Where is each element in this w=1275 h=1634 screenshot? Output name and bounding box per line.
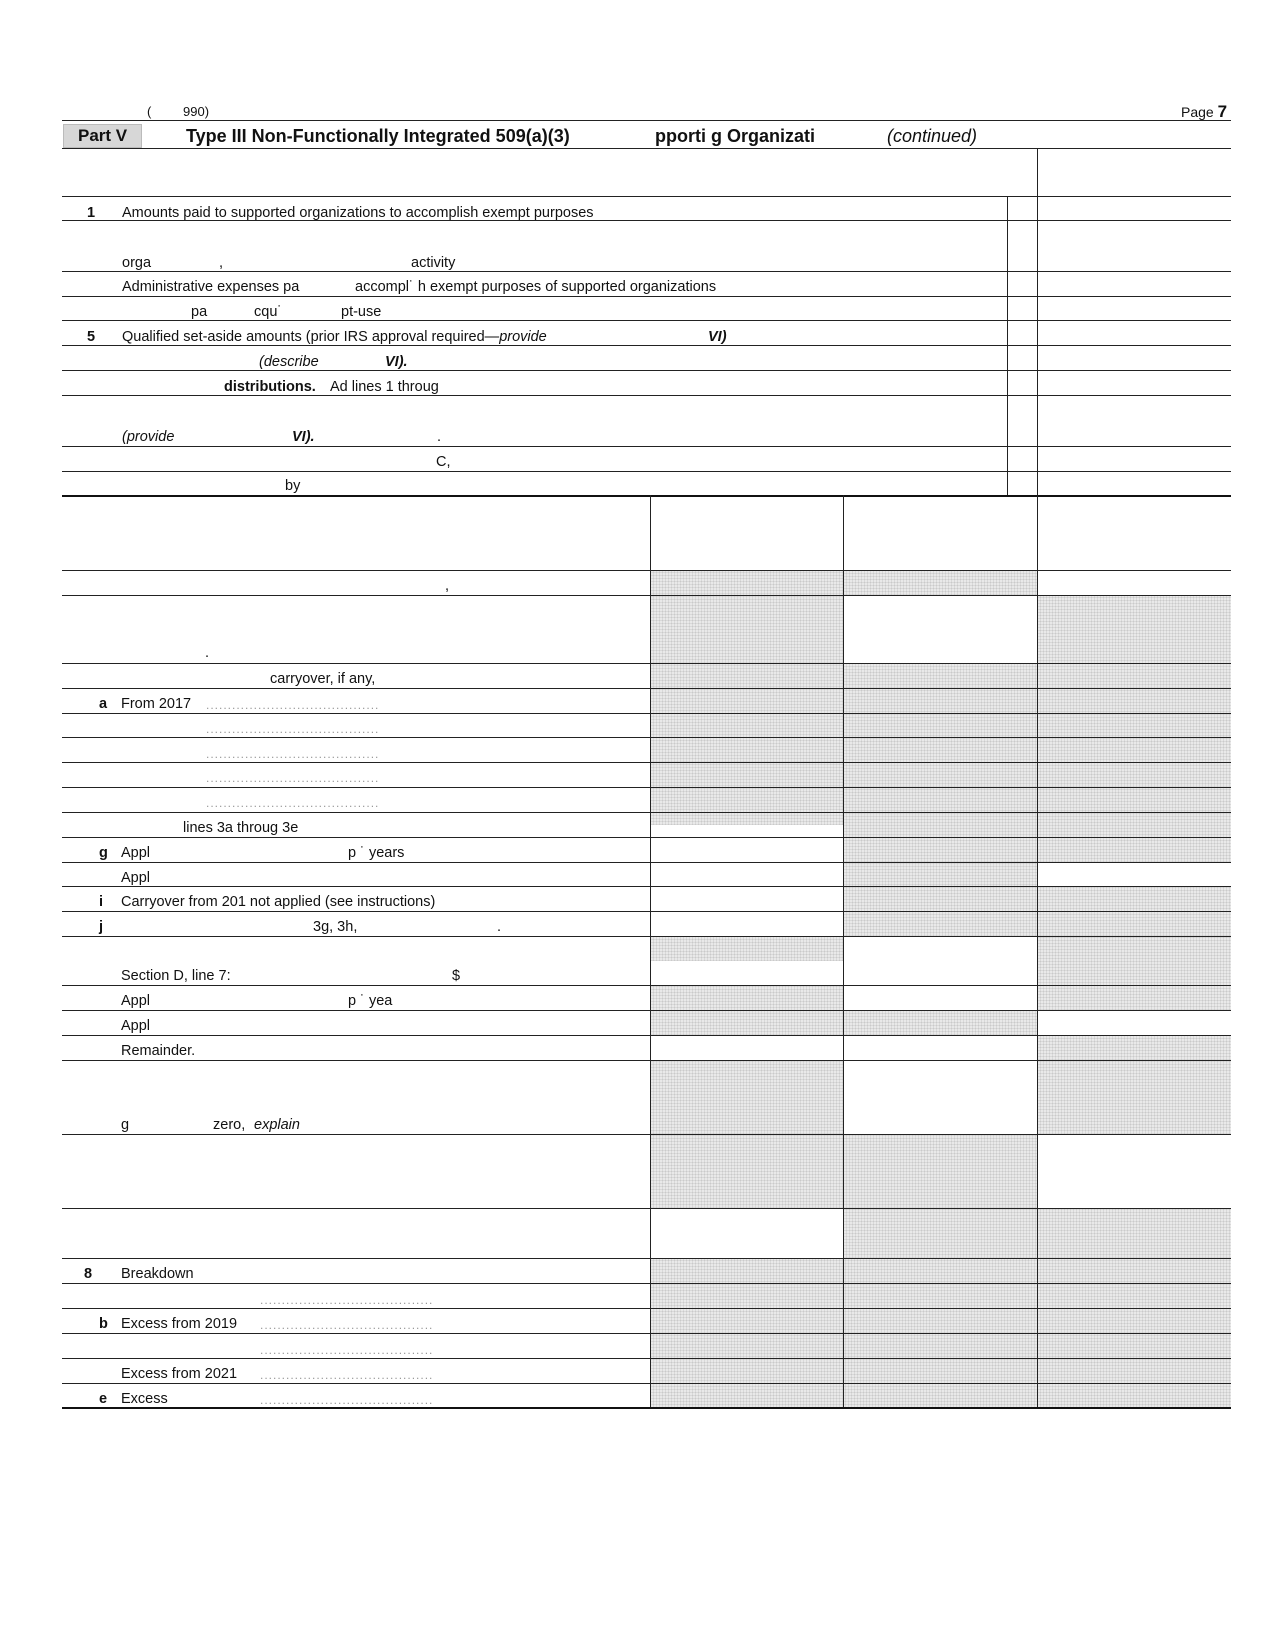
line-7-text-b: Ad lines 1 throug [330,379,439,395]
line-6-text-a: (describe [259,354,319,370]
line-3a-letter: a [99,696,108,712]
line-8-text-a: (provide [122,429,175,445]
line-3i-text: Carryover from 201 not applied (see instructions) [121,894,436,910]
line-4b-text: Appl [121,1018,151,1034]
line-6-text-c: explain [254,1117,300,1133]
line-8-text-c: . [437,429,442,445]
line-4c-text: Remainder. [121,1043,196,1059]
line-2-text-c: activity [411,255,456,271]
line-6-text-b: zero, [213,1117,246,1133]
line-3j-dot: . [497,919,502,935]
line-8-text: Breakdown [121,1266,194,1282]
line-3g-text-b: p ˙ years [348,845,405,861]
line-3a-text: From 2017 [121,696,192,712]
line-8c-leader: ........................................ [260,1343,434,1357]
line-3j-text: 3g, 3h, [313,919,358,935]
line-6-text-a: g [121,1117,130,1133]
form-ref-number: 990) [183,104,210,119]
line-5-text-end: VI) [708,329,727,345]
line-8d-text: Excess from 2021 [121,1366,238,1382]
line-3b-leader: ........................................ [206,722,380,736]
line-3a-leader: ........................................ [206,698,380,712]
line-3h-text: Appl [121,870,151,886]
part-title: Type III Non-Functionally Integrated 509(a)(3) [186,126,570,146]
line-1-number: 1 [87,205,96,221]
page-number: 7 [1217,102,1228,121]
line-3e-leader: ........................................ [206,796,380,810]
line-4-text: Section D, line 7: [121,968,231,984]
line-4-text-b: cqu˙ [254,304,283,320]
line-3g-text-a: Appl [121,845,151,861]
line-8a-leader: ........................................ [260,1293,434,1307]
line-8b-text: Excess from 2019 [121,1316,238,1332]
line-6-text-b: VI). [385,354,408,370]
line-3f-text: lines 3a throug 3e [183,820,299,836]
line-2-text-a: orga [122,255,152,271]
line-1-text: Amounts paid to supported organizations to accomplish exempt purposes [122,205,594,221]
line-8e-letter: e [99,1391,108,1407]
section-d-comma: , [445,578,450,594]
line-2-text-b: , [219,255,224,271]
line-3c-leader: ........................................ [206,747,380,761]
part-label: Part V [63,124,142,148]
carryover-text: carryover, if any, [270,671,376,687]
line-3-text-b: accompl˙ h exempt purposes of supported organizations [355,279,717,295]
line-5-text-italic: provide [499,329,547,345]
line-8e-leader: ........................................ [260,1393,434,1407]
line-3d-leader: ........................................ [206,771,380,785]
line-8-text-b: VI). [292,429,315,445]
section-d-period: . [205,645,210,661]
page-indicator [1181,102,1227,122]
form-ref-paren: ( [147,104,152,119]
line-9-text: C, [436,454,451,470]
page-label: Page [1181,104,1214,120]
line-3i-letter: i [99,894,104,910]
line-5-text-main: Qualified set-aside amounts (prior IRS approval required— [122,329,500,345]
line-3j-letter: j [99,919,104,935]
line-10-text: by [285,478,301,494]
line-4a-text-a: Appl [121,993,151,1009]
part-title-continued: (continued) [887,126,978,146]
line-5-number: 5 [87,329,96,345]
line-4-text-c: pt-use [341,304,382,320]
line-8b-leader: ........................................ [260,1318,434,1332]
line-3g-letter: g [99,845,108,861]
line-8d-leader: ........................................ [260,1368,434,1382]
part-title-fragment: pporti g Organizati [655,126,815,146]
line-4-dollar: $ [452,968,461,984]
line-7-text-a: distributions. [224,379,316,395]
line-8b-letter: b [99,1316,108,1332]
line-8e-text: Excess [121,1391,168,1407]
line-4a-text-b: p ˙ yea [348,993,393,1009]
line-3-text-a: Administrative expenses pa [122,279,300,295]
line-8-number: 8 [84,1266,93,1282]
line-4-text-a: pa [191,304,208,320]
line-5-text [122,329,547,345]
